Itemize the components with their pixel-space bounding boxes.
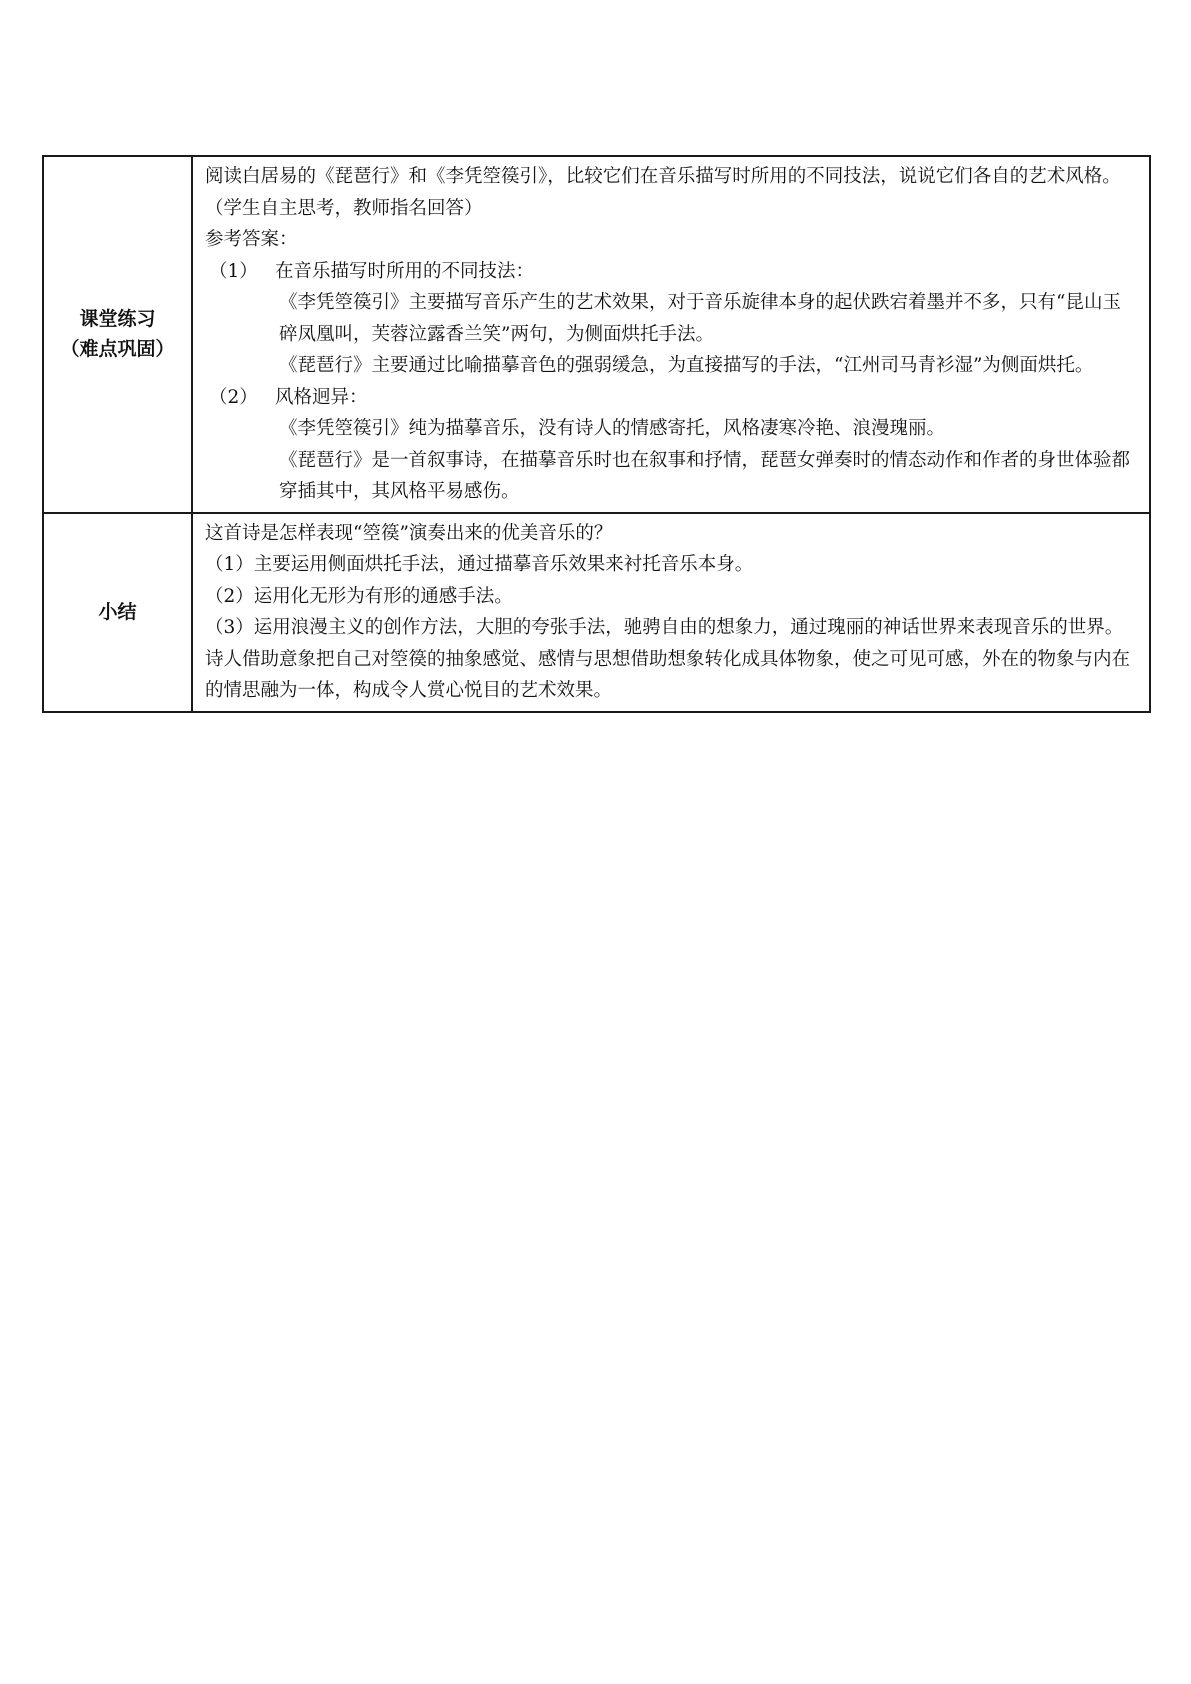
answer-item [205, 256, 1139, 288]
summary-point: （1）主要运用侧面烘托手法，通过描摹音乐效果来衬托音乐本身。 [205, 554, 754, 575]
answer-heading: 参考答案： [205, 229, 298, 250]
row-label-line: 小结 [98, 601, 137, 623]
summary-content [192, 513, 1150, 712]
summary-point: （3）运用浪漫主义的创作方法，大胆的夸张手法，驰骋自由的想象力，通过瑰丽的神话世界来表现音乐的世界。 [205, 617, 1124, 638]
practice-content [192, 156, 1150, 513]
practice-intro: 阅读白居易的《琵琶行》和《李凭箜篌引》，比较它们在音乐描写时所用的不同技法，说说它们各自的艺术风格。 [205, 166, 1121, 187]
table-row-summary [43, 513, 1150, 712]
answer-item-title: 在音乐描写时所用的不同技法： [275, 260, 535, 282]
lesson-table [42, 155, 1151, 713]
summary-conclusion: 诗人借助意象把自己对箜篌的抽象感觉、感情与思想借助想象转化成具体物象，使之可见可感，外在的物象与内在的情思融为一体，构成令人赏心悦目的艺术效果。 [205, 648, 1131, 701]
practice-note: （学生自主思考，教师指名回答） [205, 197, 483, 219]
answer-item [205, 382, 1139, 414]
answer-item-number: （2） [209, 386, 258, 408]
answer-paragraph: 《李凭箜篌引》主要描写音乐产生的艺术效果，对于音乐旋律本身的起伏跌宕着墨并不多，只有“昆山玉碎凤凰叫，芙蓉泣露香兰笑”两句，为侧面烘托手法。 [279, 292, 1121, 345]
row-label-subline: （难点巩固） [60, 338, 175, 361]
row-label-practice [43, 156, 192, 513]
answer-paragraph: 《李凭箜篌引》纯为描摹音乐，没有诗人的情感寄托，风格凄寒冷艳、浪漫瑰丽。 [279, 418, 946, 439]
table-row-practice [43, 156, 1150, 513]
row-label-line: 课堂练习 [79, 308, 156, 331]
summary-question: 这首诗是怎样表现“箜篌”演奏出来的优美音乐的？ [205, 522, 613, 544]
row-label-summary [43, 513, 192, 712]
answer-paragraph: 《琵琶行》是一首叙事诗，在描摹音乐时也在叙事和抒情，琵琶女弹奏时的情态动作和作者的身世体验都穿插其中，其风格平易感伤。 [279, 449, 1131, 502]
answer-paragraph: 《琵琶行》主要通过比喻描摹音色的强弱缓急，为直接描写的手法，“江州司马青衫湿”为侧面烘托。 [279, 355, 1094, 376]
answer-item-title: 风格迥异： [275, 386, 368, 408]
summary-point: （2）运用化无形为有形的通感手法。 [205, 585, 513, 607]
answer-item-number: （1） [209, 260, 258, 282]
